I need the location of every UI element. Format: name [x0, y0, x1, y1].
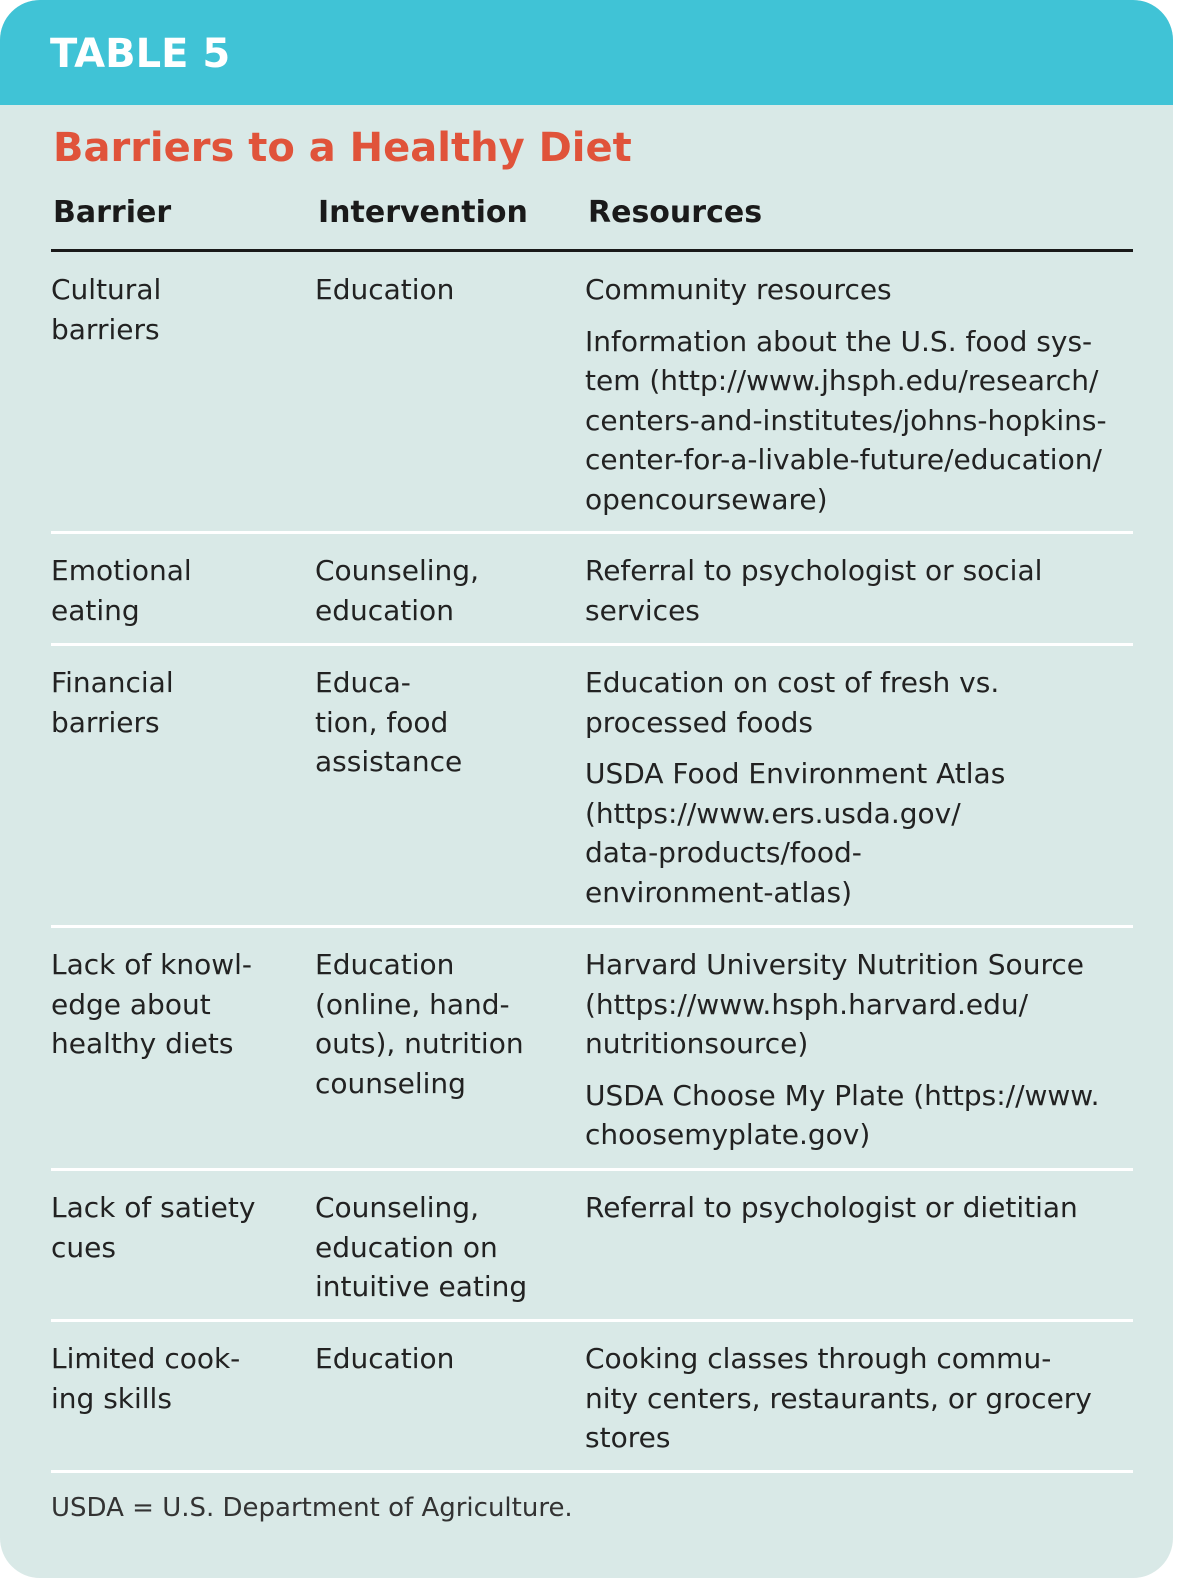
- resource-item: Education on cost of fresh vs. processed foods: [585, 666, 1000, 739]
- cell-resources: [585, 1339, 1133, 1470]
- banner-label: TABLE 5: [50, 31, 231, 77]
- column-header-intervention: Intervention: [318, 195, 528, 230]
- cell-barrier: Limited cook- ing skills: [51, 1342, 241, 1415]
- resource-item: Referral to psychologist or dietitian: [585, 1191, 1078, 1224]
- cell-barrier: Lack of knowl- edge about healthy diets: [51, 948, 253, 1060]
- table-title: Barriers to a Healthy Diet: [53, 125, 632, 171]
- row-divider: [51, 925, 1133, 928]
- cell-intervention: Education (online, hand- outs), nutrition counseling: [315, 948, 524, 1100]
- row-divider: [51, 1319, 1133, 1322]
- cell-resources: [585, 551, 1133, 642]
- cell-intervention: Counseling, education: [315, 554, 479, 627]
- cell-resources: [585, 945, 1133, 1167]
- cell-barrier: Cultural barriers: [51, 273, 162, 346]
- resource-item: USDA Choose My Plate (https://www. choosemyplate.gov): [585, 1078, 1100, 1151]
- cell-barrier: Financial barriers: [51, 666, 174, 739]
- row-divider: [51, 531, 1133, 534]
- cell-resources: [585, 270, 1133, 531]
- header-divider: [51, 249, 1133, 252]
- cell-barrier: Lack of satiety cues: [51, 1191, 256, 1264]
- row-divider: [51, 1168, 1133, 1171]
- column-header-barrier: Barrier: [53, 195, 172, 230]
- cell-resources: [585, 1188, 1133, 1240]
- resource-item: Harvard University Nutrition Source (https://www.hsph.harvard.edu/ nutritionsource): [585, 948, 1084, 1060]
- cell-intervention: Educa- tion, food assistance: [315, 666, 463, 778]
- resource-item: Cooking classes through commu- nity centers, restaurants, or grocery stores: [585, 1342, 1092, 1454]
- cell-intervention: Education: [315, 273, 455, 306]
- resource-item: Information about the U.S. food sys- tem (http://www.jhsph.edu/research/ centers-and-institutes/johns-hopkins- center-for-a-livable-future/education/ opencourseware): [585, 324, 1107, 516]
- row-divider: [51, 643, 1133, 646]
- table-footnote: USDA = U.S. Department of Agriculture.: [51, 1493, 573, 1523]
- resource-item: Referral to psychologist or social services: [585, 554, 1043, 627]
- cell-resources: [585, 663, 1133, 924]
- cell-barrier: Emotional eating: [51, 554, 192, 627]
- resource-item: USDA Food Environment Atlas (https://www.ers.usda.gov/ data-products/food- environment-atlas): [585, 757, 1006, 909]
- cell-intervention: Counseling, education on intuitive eating: [315, 1191, 528, 1303]
- table-banner: [0, 0, 1173, 105]
- cell-intervention: Education: [315, 1342, 455, 1375]
- column-header-resources: Resources: [588, 195, 763, 230]
- resource-item: Community resources: [585, 273, 892, 306]
- row-divider: [51, 1470, 1133, 1473]
